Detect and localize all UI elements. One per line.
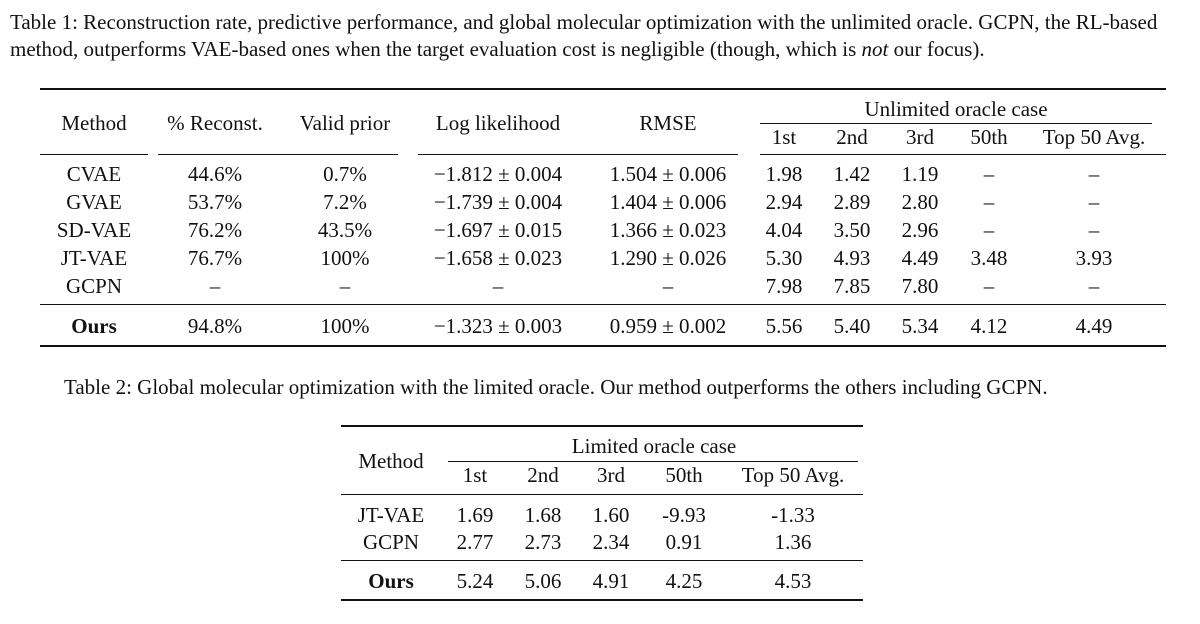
table1-cell: 43.5% (317, 218, 373, 242)
table1-header-rmse: RMSE (639, 111, 697, 135)
table1-cell: 5.40 (833, 314, 871, 338)
table1-cell: – (662, 274, 674, 298)
table1-cell: −1.658 ± 0.023 (433, 246, 563, 270)
table1-cell: 4.04 (765, 218, 803, 242)
table2-cell: Ours (368, 569, 414, 593)
table1-cell: −1.697 ± 0.015 (433, 218, 563, 242)
table2-cell: 1.68 (524, 503, 562, 527)
table2-cell: 0.91 (665, 530, 703, 554)
table1-header-valid-prior: Valid prior (299, 111, 391, 135)
table1-cell: Ours (71, 314, 117, 338)
table1-cell: 4.49 (901, 246, 939, 270)
table1-cell: 7.2% (323, 190, 367, 214)
table1-cell: GCPN (65, 274, 123, 298)
table2-cell: -1.33 (771, 503, 815, 527)
table1-group-header: Unlimited oracle case (864, 97, 1048, 121)
table1-header-reconst: % Reconst. (167, 111, 263, 135)
table1-cell: 44.6% (187, 162, 243, 186)
table1-cell: 2.89 (833, 190, 871, 214)
table2-header-3rd: 3rd (597, 463, 625, 487)
table2-header-50th: 50th (665, 463, 703, 487)
table1-cell: CVAE (66, 162, 122, 186)
table1-cell: 4.49 (1075, 314, 1113, 338)
table1-caption-prefix: Table 1: Reconstruction rate, predictive performance, and global molecular optimization with the unlimited oracle. GCPN, the RL-based method, outperforms VAE-based ones when the target evaluation cost is negligible (though, which is (10, 10, 1158, 61)
table1-cell: −1.812 ± 0.004 (433, 162, 563, 186)
table1-cell: −1.323 ± 0.003 (433, 314, 563, 338)
table1-header-rule (158, 154, 398, 155)
table1-cell: – (1088, 190, 1100, 214)
table2-header-method: Method (358, 449, 424, 473)
table1-cell: 2.80 (901, 190, 939, 214)
table2-cell: JT-VAE (357, 503, 425, 527)
table2-mid-rule (341, 560, 863, 561)
table1-bottom-rule (40, 345, 1166, 347)
table1-cell: 1.290 ± 0.026 (609, 246, 727, 270)
table2-header-top50: Top 50 Avg. (741, 463, 845, 487)
table1-header-method: Method (61, 111, 127, 135)
table2-cell: 4.25 (665, 569, 703, 593)
table1-cell: – (492, 274, 504, 298)
table2-header-2nd: 2nd (527, 463, 559, 487)
table1-header-rule (40, 154, 148, 155)
table1-cell: – (1088, 274, 1100, 298)
table2-cell: 5.06 (524, 569, 562, 593)
table1-cell: 1.504 ± 0.006 (609, 162, 727, 186)
table1-top-rule (40, 88, 1166, 90)
table1-cell: 7.80 (901, 274, 939, 298)
table2-cell: 2.73 (524, 530, 562, 554)
table1-cell: 5.34 (901, 314, 939, 338)
table1-cell: 0.7% (323, 162, 367, 186)
table1-cell: 3.93 (1075, 246, 1113, 270)
table1-cell: 53.7% (187, 190, 243, 214)
table2-header-1st: 1st (462, 463, 488, 487)
table1-cell: GVAE (66, 190, 122, 214)
table1-header-2nd: 2nd (836, 125, 868, 149)
table2-caption: Table 2: Global molecular optimization with the limited oracle. Our method outperforms the others including GCPN. (64, 375, 1048, 399)
table2-cell: -9.93 (662, 503, 706, 527)
table1-caption-suffix: our focus). (888, 37, 985, 61)
table1-cell: 1.19 (901, 162, 939, 186)
table1-cell: 0.959 ± 0.002 (609, 314, 727, 338)
table1-cell: 3.50 (833, 218, 871, 242)
table1-cell: – (339, 274, 351, 298)
table1-caption-emphasis: not (861, 37, 889, 61)
table1-cell: 1.42 (833, 162, 871, 186)
table1-cell: 1.98 (765, 162, 803, 186)
table1-header-3rd: 3rd (906, 125, 934, 149)
table1-cell: SD-VAE (56, 218, 132, 242)
table1-cell: 7.98 (765, 274, 803, 298)
table1-cell: – (983, 218, 995, 242)
table1-cell: 100% (320, 246, 370, 270)
table2-bottom-rule (341, 599, 863, 601)
table2-header-rule (341, 494, 863, 495)
table1-caption (10, 9, 1195, 63)
table1-cell: 2.96 (901, 218, 939, 242)
table1-cell: 5.56 (765, 314, 803, 338)
table1-cell: 4.93 (833, 246, 871, 270)
table1-cell: JT-VAE (60, 246, 128, 270)
table2-cell: 5.24 (456, 569, 494, 593)
table1-cell: – (983, 274, 995, 298)
table1-cell: 76.2% (187, 218, 243, 242)
table1-cell: – (1088, 218, 1100, 242)
table2-cell: 4.53 (774, 569, 812, 593)
table2-cell: 1.36 (774, 530, 812, 554)
table1-cell: – (1088, 162, 1100, 186)
table2-cell: 1.60 (592, 503, 630, 527)
table2-group-header: Limited oracle case (571, 434, 737, 458)
table1-cell: – (983, 162, 995, 186)
table1-cell: 100% (320, 314, 370, 338)
table1-cell: – (983, 190, 995, 214)
table1-cell: 1.366 ± 0.023 (609, 218, 727, 242)
table1-header-log-likelihood: Log likelihood (435, 111, 561, 135)
table2-top-rule (341, 425, 863, 427)
table1-cell: 5.30 (765, 246, 803, 270)
table1-cell: 94.8% (187, 314, 243, 338)
table1-mid-rule (40, 304, 1166, 305)
table1-cell: 4.12 (970, 314, 1008, 338)
table2-cell: GCPN (362, 530, 420, 554)
table1-cell: 7.85 (833, 274, 871, 298)
table1-header-top50: Top 50 Avg. (1042, 125, 1146, 149)
table1-cell: 76.7% (187, 246, 243, 270)
table1-header-50th: 50th (970, 125, 1008, 149)
table2-cell: 4.91 (592, 569, 630, 593)
table1-cell: −1.739 ± 0.004 (433, 190, 563, 214)
table1-header-rule (418, 154, 738, 155)
table2-cell: 2.34 (592, 530, 630, 554)
table1-cell: 3.48 (970, 246, 1008, 270)
table1-header-1st: 1st (771, 125, 797, 149)
table1-cell: 2.94 (765, 190, 803, 214)
table2-cell: 1.69 (456, 503, 494, 527)
table1-header-rule (760, 154, 1166, 155)
table1-cell: 1.404 ± 0.006 (609, 190, 727, 214)
table2-cell: 2.77 (456, 530, 494, 554)
table1-cell: – (209, 274, 221, 298)
